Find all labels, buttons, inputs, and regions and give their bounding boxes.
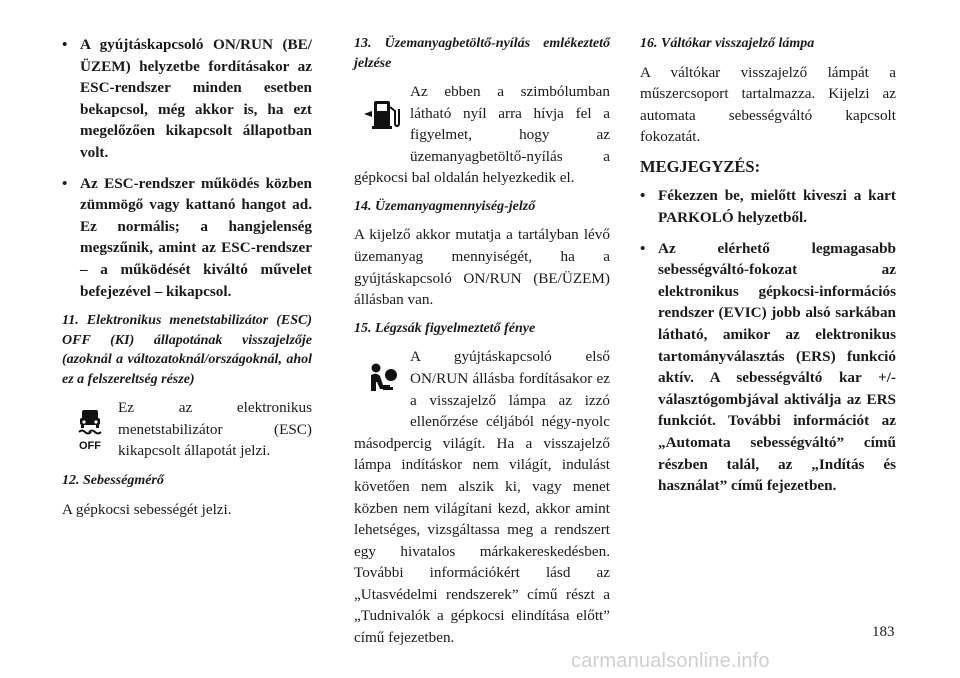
column-middle [354, 34, 610, 657]
item-13-block [354, 81, 610, 189]
item-11-text: Ez az elektronikus menetstabilizátor (ESC) kikapcsolt állapotát jelzi. [118, 399, 312, 460]
item-13-text: Az ebben a szimbólumban látható nyíl arra hívja fel a figyelmet, hogy az üzemanyagbetöltő-nyílás a gépkocsi bal oldalán helyezkedik el. [354, 83, 610, 187]
bullet-text: Fékezzen be, mielőtt kiveszi a kart PARKOLÓ helyzetből. [658, 187, 896, 227]
item-14-heading: 14. Üzemanyagmennyiség-jelző [354, 198, 536, 214]
column-right [640, 34, 896, 506]
bullet-dot: • [62, 36, 68, 53]
bullet-esc-on [62, 34, 312, 164]
bullet-dot: • [62, 174, 68, 192]
column-left [62, 34, 312, 528]
item-11-heading: 11. Elektronikus menetstabilizátor (ESC) OFF (KI) állapotának visszajelzője (azoknál a változatoknál/országoknál, ahol ez a felszereltség része) [62, 313, 312, 387]
bullet-esc-noise [62, 173, 312, 303]
esc-off-icon-label: OFF [79, 440, 101, 453]
page-number: 183 [872, 624, 895, 640]
bullet-dot: • [640, 187, 646, 205]
item-15-block [354, 346, 610, 648]
item-16-text: A váltókar visszajelző lámpát a műszercsoport tartalmazza. Kijelzi az automata sebességváltó kapcsolt fokozatát. [640, 63, 896, 146]
item-15-heading: 15. Légzsák figyelmeztető fénye [354, 320, 536, 336]
item-11-block [62, 397, 312, 463]
bullet-text: A gyújtáskapcsoló ON/RUN (BE/ÜZEM) helyzetbe fordításakor az ESC-rendszer minden esetben bekapcsol, még akkor is, ha ezt megelőzően kikapcsolt állapotban volt. [80, 36, 312, 161]
item-13-heading: 13. Üzemanyagbetöltő-nyílás emlékeztető jelzése [354, 36, 610, 71]
bullet-text: Az elérhető legmagasabb sebességváltó-fokozat az elektronikus gépkocsi-információs rendszer (EVIC) jobb alsó sarkában látható, amikor az elektronikus tartományválasztás (ERS) funkció aktív. A sebességváltó kar +/- választógombjával aktiválja az ERS funkciót. További információt az „Automata sebességváltó” című részben talál, az „Indítás és használat” című fejezetben. [658, 239, 896, 495]
note-title: MEGJEGYZÉS: [640, 156, 761, 176]
note-bullet-ers [640, 238, 896, 497]
fuel-pump-icon [354, 81, 410, 147]
esc-off-icon [62, 397, 118, 463]
airbag-icon [354, 346, 410, 412]
watermark: carmanualsonline.info [571, 650, 770, 672]
item-12-heading: 12. Sebességmérő [62, 473, 164, 489]
bullet-text: Az ESC-rendszer működés közben zümmögő vagy kattanó hangot ad. Ez normális; a hangjelenség megszűnik, amint az ESC-rendszer – a működését kiváltó művelet befejezével – kikapcsol. [80, 174, 312, 300]
item-16-heading: 16. Váltókar visszajelző lámpa [640, 36, 815, 51]
note-bullet-brake [640, 185, 896, 228]
bullet-dot: • [640, 239, 646, 257]
item-15-text: A gyújtáskapcsoló első ON/RUN állásba fordításakor ez a visszajelző lámpa az izzó ellenőrzése céljából négy-nyolc másodpercig világít. Ha a visszajelző lámpa indításkor nem világít, indulást követően nem alszik ki, vagy menet közben nem világítani kezd, akkor amint lehetséges, vizsgáltassa meg a rendszert egy hivatalos márkakereskedésben. További információkért lásd az „Utasvédelmi rendszerek” című részt a „Tudnivalók a gépkocsi elindítása előtt” című fejezetben. [354, 348, 610, 647]
item-12-text: A gépkocsi sebességét jelzi. [62, 500, 232, 518]
item-14-text: A kijelző akkor mutatja a tartályban lévő üzemanyag mennyiségét, ha a gyújtáskapcsoló ON/RUN (BE/ÜZEM) állásban van. [354, 226, 610, 309]
